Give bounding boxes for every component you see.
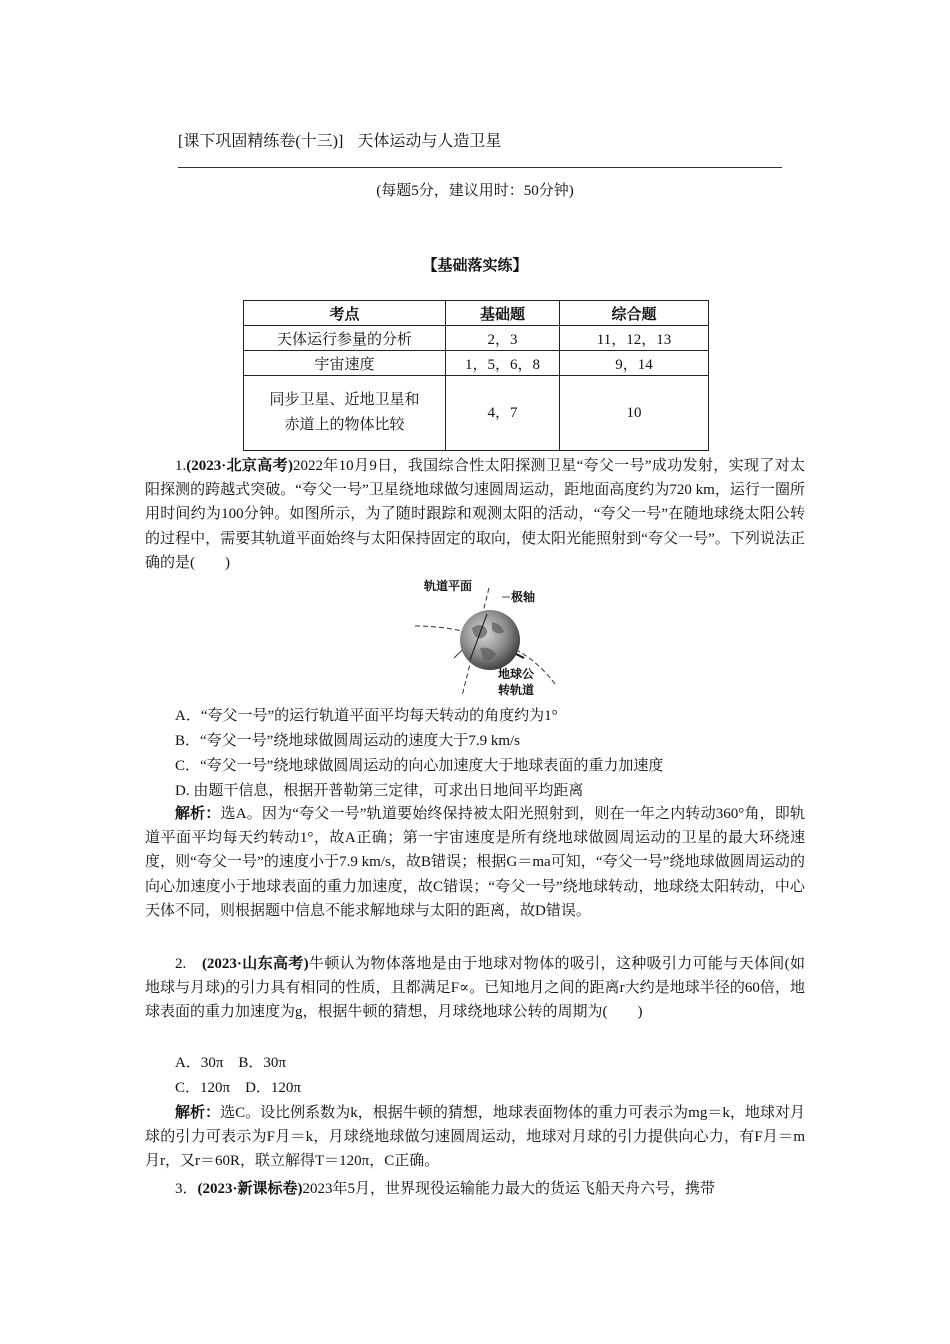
table-cell: 4，7 [446, 376, 560, 451]
question-number: 3． [175, 1181, 198, 1197]
question-1-stem [145, 454, 805, 575]
analysis-label: 解析： [175, 1105, 221, 1121]
table-header: 综合题 [560, 301, 709, 326]
title-underline [178, 167, 782, 168]
table-cell: 1，5，6，8 [446, 351, 560, 376]
page-title [178, 128, 501, 151]
title-topic: 天体运动与人造卫星 [357, 133, 502, 150]
question-text: 牛顿认为物体落地是由于地球对物体的吸引，这种吸引力可能与天体间(如地球与月球)的引力具有相同的性质，且都满足F∝。已知地月之间的距离r大约是地球半径的60倍，地球表面的重力加速度为g，根据牛顿的猜想，月球绕地球公转的周期为( ) [145, 956, 805, 1021]
table-cell-line: 赤道上的物体比较 [284, 417, 405, 433]
options-a-b: A．30π B．30π [175, 1055, 286, 1071]
table-cell: 2，3 [446, 326, 560, 351]
option-a: A．“夸父一号”的运行轨道平面平均每天转动的角度约为1° [175, 708, 558, 724]
section-heading: 【基础落实练】 [422, 258, 528, 274]
option-b: B．“夸父一号”绕地球做圆周运动的速度大于7.9 km/s [175, 733, 520, 749]
label-orbit-plane: 轨道平面 [424, 579, 473, 593]
question-text: 2022年10月9日，我国综合性太阳探测卫星“夸父一号”成功发射，实现了对太阳探测的跨越式突破。“夸父一号”卫星绕地球做匀速圆周运动，距地面高度约为720 km，运行一圈所用时间约为100分钟。如图所示，为了随时跟踪和观测太阳的活动，“夸父一号”在随地球绕太阳公转的过程中，需要其轨道平面始终与太阳保持固定的取向，使太阳光能照射到“夸父一号”。下列说法正确的是( ) [145, 458, 805, 571]
table-row [244, 351, 709, 376]
table-cell-line: 同步卫星、近地卫星和 [269, 392, 420, 408]
table-cell: 9，14 [560, 351, 709, 376]
orbit-marker [516, 654, 524, 658]
question-source: (2023·山东高考) [201, 956, 309, 972]
table-cell: 宇宙速度 [244, 351, 446, 376]
label-revolution-orbit-2: 转轨道 [498, 683, 535, 697]
label-revolution-orbit-1: 地球公 [498, 667, 535, 681]
question-source: (2023·北京高考) [186, 458, 293, 474]
table-cell: 11，12，13 [560, 326, 709, 351]
table-cell: 10 [560, 376, 709, 451]
time-note: (每题5分，建议用时：50分钟) [376, 183, 574, 199]
question-2-stem [145, 952, 805, 1025]
table-header: 基础题 [446, 301, 560, 326]
table-row [244, 376, 709, 451]
table-cell: 天体运行参量的分析 [244, 326, 446, 351]
earth-globe [460, 610, 520, 670]
question-number: 1. [175, 458, 187, 474]
title-series: [课下巩固精练卷(十三)] [178, 133, 344, 150]
question-number: 2. [175, 956, 202, 972]
option-c: C．“夸父一号”绕地球做圆周运动的向心加速度大于地球表面的重力加速度 [175, 758, 664, 774]
analysis-text: 选C。设比例系数为k，根据牛顿的猜想，地球表面物体的重力可表示为mg＝k，地球对月球的引力可表示为F月＝k，月球绕地球做匀速圆周运动，地球对月球的引力提供向心力，有F月＝m月r，又r＝60R，联立解得T＝120π，C正确。 [145, 1105, 805, 1170]
question-source: (2023·新课标卷) [197, 1181, 303, 1197]
analysis-label: 解析： [175, 806, 221, 822]
analysis-text: 选A。因为“夸父一号”轨道要始终保持被太阳光照射到，则在一年之内转动360°角，即轨道平面平均每天约转动1°，故A正确；第一宇宙速度是所有绕地球做圆周运动的卫星的最大环绕速度，则“夸父一号”的速度小于7.9 km/s，故B错误；根据G＝ma可知，“夸父一号”绕地球做圆周运动的向心加速度小于地球表面的重力加速度，故C错误；“夸父一号”绕地球转动，地球绕太阳转动，中心天体不同，则根据题中信息不能求解地球与太阳的距离，故D错误。 [145, 806, 805, 919]
options-c-d: C．120π D．120π [175, 1080, 301, 1096]
question-text: 2023年5月，世界现役运输能力最大的货运飞船天舟六号，携带 [302, 1181, 716, 1197]
label-polar-axis: 极轴 [511, 590, 536, 604]
question-3-stem [145, 1177, 805, 1201]
table-row [244, 326, 709, 351]
topic-table [243, 300, 709, 451]
option-d: D. 由题干信息，根据开普勒第三定律，可求出日地间平均距离 [175, 783, 584, 799]
earth-orbit-figure [410, 574, 560, 700]
table-header: 考点 [244, 301, 446, 326]
table-header-row [244, 301, 709, 326]
table-cell [244, 376, 446, 451]
question-2-analysis [145, 1101, 805, 1174]
question-1-analysis [145, 802, 805, 923]
